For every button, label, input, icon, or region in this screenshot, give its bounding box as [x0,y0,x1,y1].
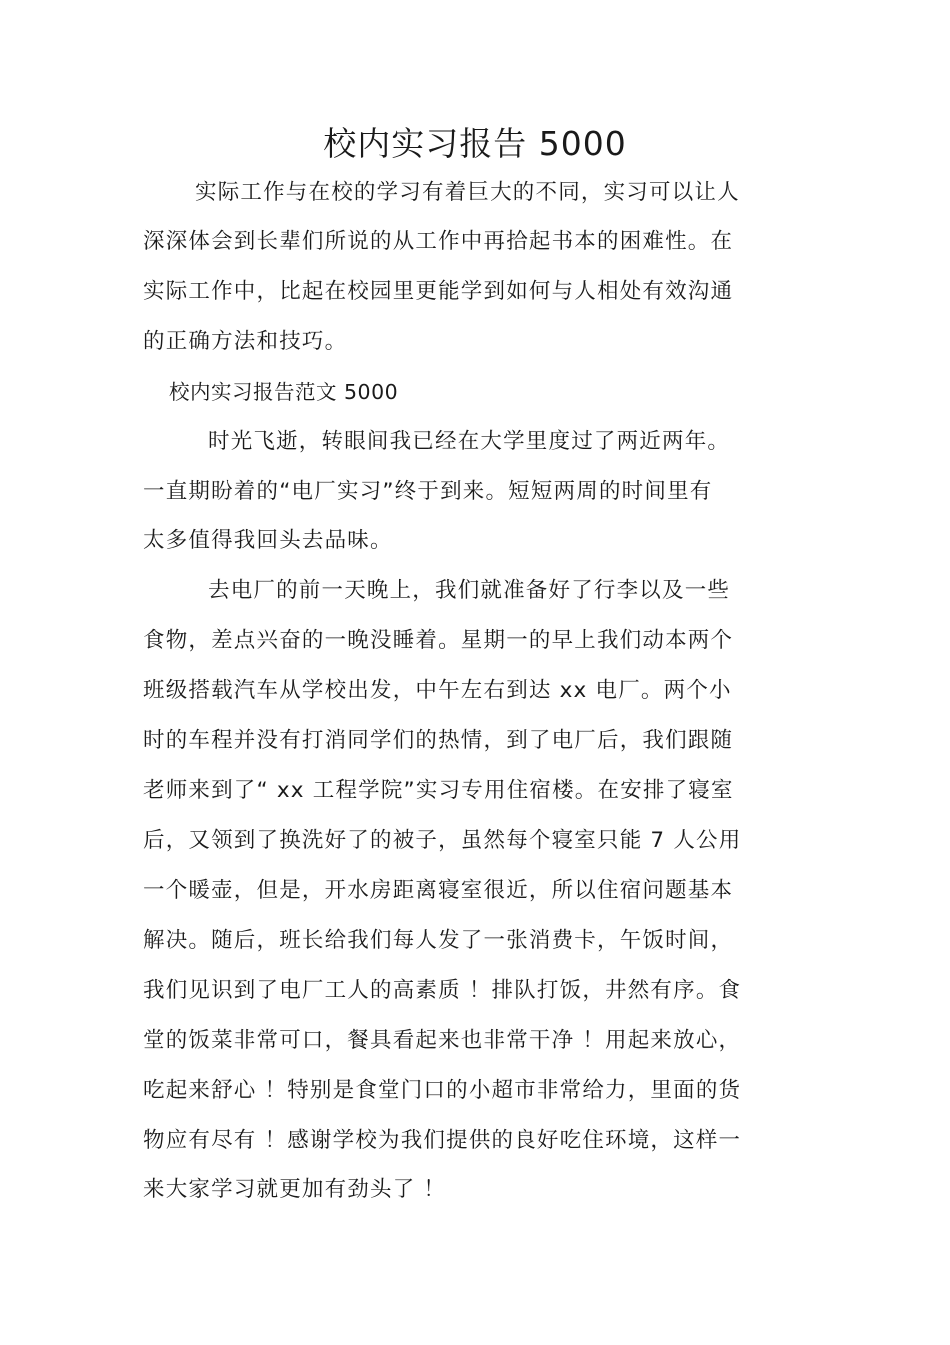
paragraph-3-line-12: 物应有尽有 ！感谢学校为我们提供的良好吃住环境，这样一 [143,1128,742,1153]
paragraph-2-line-3: 太多值得我回头去品味。 [143,528,393,553]
paragraph-3-line-11: 吃起来舒心 ！特别是食堂门口的小超市非常给力，里面的货 [143,1078,742,1103]
paragraph-3-line-9: 我们见识到了电厂工人的高素质 ！排队打饭，井然有序。食 [143,978,742,1003]
paragraph-2-line-2: 一直期盼着的“电厂实习”终于到来。短短两周的时间里有 [143,479,713,504]
paragraph-3-line-5: 老师来到了“ xx 工程学院”实习专用住宿楼。在安排了寝室 [143,778,734,803]
paragraph-3-line-4: 时的车程并没有打消同学们的热情，到了电厂后，我们跟随 [143,728,734,753]
paragraph-1-line-1: 实际工作与在校的学习有着巨大的不同，实习可以让人 [195,180,740,205]
paragraph-1-line-4: 的正确方法和技巧。 [143,329,348,354]
paragraph-3-line-13: 来大家学习就更加有劲头了 ！ [143,1177,447,1202]
paragraph-3-line-3: 班级搭载汽车从学校出发，中午左右到达 xx 电厂。两个小 [143,678,732,703]
paragraph-3-line-10: 堂的饭菜非常可口，餐具看起来也非常干净 ！用起来放心， [143,1028,742,1053]
paragraph-3-line-2: 食物，差点兴奋的一晚没睡着。星期一的早上我们动本两个 [143,628,734,653]
paragraph-3-line-7: 一个暖壶，但是，开水房距离寝室很近，所以住宿问题基本 [143,878,734,903]
section-subtitle: 校内实习报告范文 5000 [169,380,399,404]
document-title: 校内实习报告 5000 [323,124,627,163]
paragraph-3-line-1: 去电厂的前一天晚上，我们就准备好了行李以及一些 [208,578,731,603]
paragraph-3-line-6: 后，又领到了换洗好了的被子，虽然每个寝室只能 7 人公用 [143,828,742,853]
paragraph-1-line-3: 实际工作中，比起在校园里更能学到如何与人相处有效沟通 [143,279,734,304]
paragraph-2-line-1: 时光飞逝，转眼间我已经在大学里度过了两近两年。 [208,429,731,454]
paragraph-3-line-8: 解决。随后，班长给我们每人发了一张消费卡，午饭时间， [143,928,734,953]
paragraph-1-line-2: 深深体会到长辈们所说的从工作中再拾起书本的困难性。在 [143,229,734,254]
